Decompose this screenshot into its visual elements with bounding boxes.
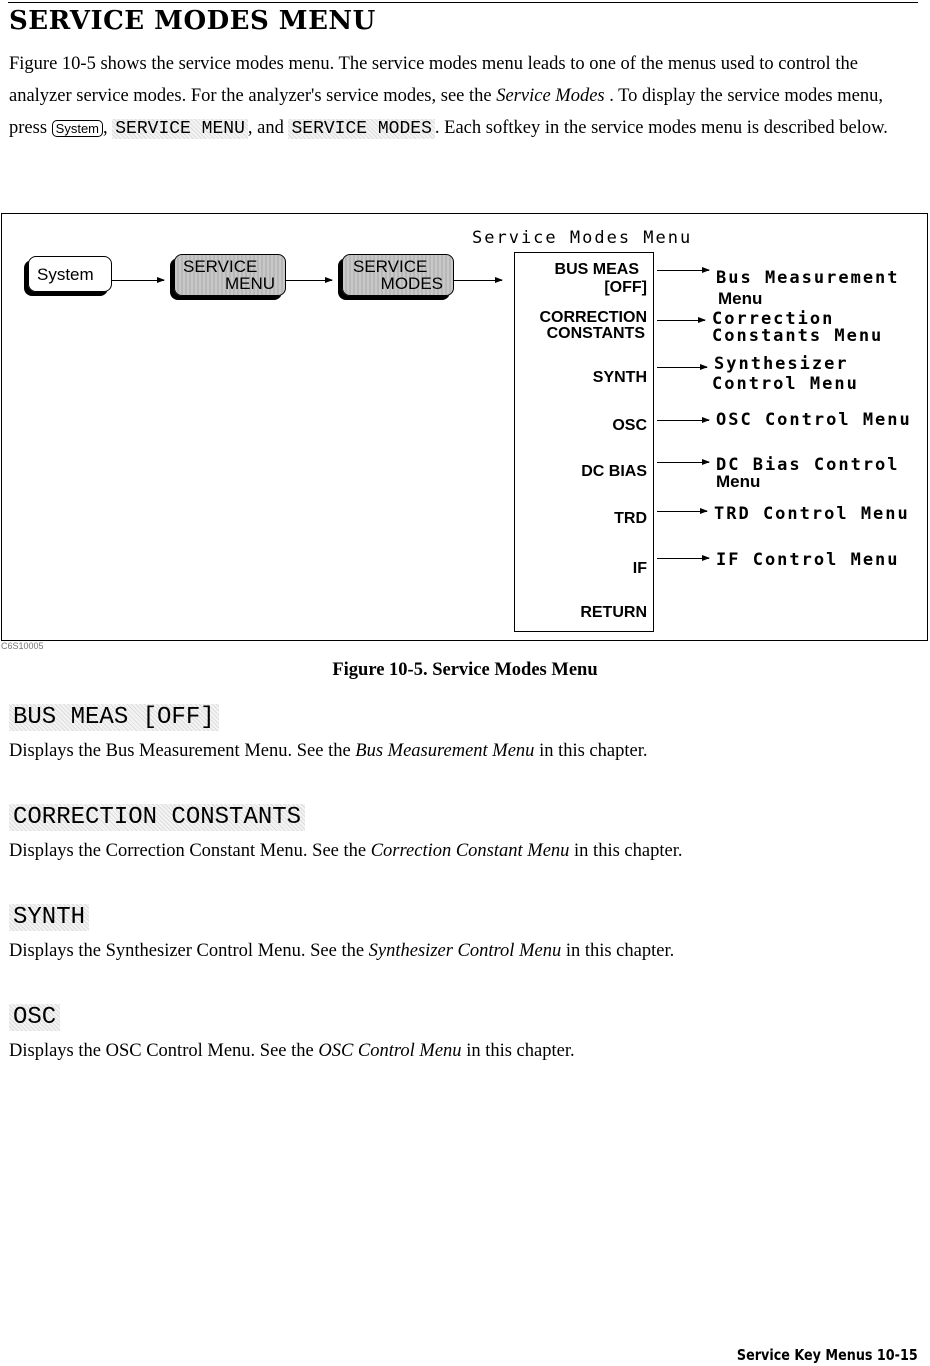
arrow-icon bbox=[657, 511, 707, 512]
softkey-off: [OFF] bbox=[604, 279, 647, 296]
intro-text: Figure 10-5 shows the service modes menu. The service modes menu leads to one of the menus used to control the analyzer service modes. For the analyzer's service modes, see the bbox=[9, 54, 858, 106]
target-label: DC Bias Control bbox=[716, 455, 900, 475]
softkey-heading: CORRECTION CONSTANTS bbox=[9, 804, 305, 831]
figure-title: Service Modes Menu bbox=[472, 228, 693, 248]
separator: , and bbox=[247, 118, 289, 138]
entry-text: Displays the Synthesizer Control Menu. See the bbox=[9, 941, 369, 961]
intro-paragraph bbox=[9, 48, 889, 145]
softkey-menu bbox=[514, 252, 654, 632]
arrow-icon bbox=[657, 270, 709, 271]
key-label: MODES bbox=[380, 274, 443, 293]
target-label: Bus Measurement bbox=[716, 268, 900, 288]
entry-ref: Correction Constant Menu bbox=[370, 841, 570, 861]
system-key bbox=[28, 256, 112, 292]
entry-text: Displays the Correction Constant Menu. See the bbox=[9, 841, 371, 861]
arrow-icon bbox=[657, 320, 705, 321]
entry-ref: Synthesizer Control Menu bbox=[368, 941, 562, 961]
target-label: OSC Control Menu bbox=[716, 410, 912, 430]
softkey-constants: CONSTANTS bbox=[546, 325, 645, 342]
entry-text: in this chapter. bbox=[561, 941, 675, 961]
service-modes-softkey: SERVICE MODES bbox=[288, 119, 434, 139]
figure-service-modes-menu bbox=[1, 213, 928, 641]
system-hardkey: System bbox=[52, 120, 103, 137]
key-label: SERVICE bbox=[353, 257, 428, 276]
figure-caption: Figure 10-5. Service Modes Menu bbox=[332, 660, 598, 680]
intro-ref: Service Modes bbox=[496, 86, 605, 106]
softkey-osc: OSC bbox=[612, 417, 647, 434]
arrow-icon bbox=[454, 280, 502, 281]
arrow-icon bbox=[657, 558, 709, 559]
entry-text: in this chapter. bbox=[461, 1041, 575, 1061]
entry-text: in this chapter. bbox=[569, 841, 683, 861]
softkey-heading: OSC bbox=[9, 1004, 60, 1031]
service-menu-key bbox=[174, 254, 286, 296]
target-label: Constants Menu bbox=[712, 326, 884, 346]
softkey-heading: SYNTH bbox=[9, 904, 89, 931]
intro-text: . Each softkey in the service modes menu is described below. bbox=[434, 118, 888, 138]
entry-correction-constants bbox=[9, 804, 682, 862]
top-rule bbox=[8, 2, 918, 3]
arrow-icon bbox=[657, 462, 709, 463]
entry-ref: Bus Measurement Menu bbox=[355, 741, 535, 761]
service-menu-softkey: SERVICE MENU bbox=[112, 119, 248, 139]
softkey-dc-bias: DC BIAS bbox=[581, 463, 647, 480]
entry-osc bbox=[9, 1004, 575, 1062]
key-label: SERVICE bbox=[183, 257, 258, 276]
softkey-heading: BUS MEAS [OFF] bbox=[9, 704, 219, 731]
target-label: Synthesizer bbox=[714, 354, 849, 374]
figure-id: C6S10005 bbox=[1, 641, 44, 651]
target-label: IF Control Menu bbox=[716, 550, 900, 570]
entry-text: Displays the Bus Measurement Menu. See the bbox=[9, 741, 356, 761]
entry-text: Displays the OSC Control Menu. See the bbox=[9, 1041, 319, 1061]
softkey-synth: SYNTH bbox=[592, 369, 647, 386]
target-label: TRD Control Menu bbox=[714, 504, 910, 524]
softkey-return: RETURN bbox=[580, 604, 647, 621]
entry-bus-meas bbox=[9, 704, 647, 762]
arrow-icon bbox=[657, 367, 707, 368]
softkey-bus-meas: BUS MEAS bbox=[554, 261, 639, 278]
arrow-icon bbox=[286, 280, 332, 281]
arrow-icon bbox=[112, 280, 164, 281]
softkey-trd: TRD bbox=[614, 510, 647, 527]
arrow-icon bbox=[657, 420, 709, 421]
intro-text: . To display the service modes menu, press bbox=[9, 86, 883, 138]
service-modes-key bbox=[342, 254, 454, 296]
target-label: Menu bbox=[718, 289, 763, 308]
softkey-if: IF bbox=[632, 560, 647, 577]
page-heading: SERVICE MODES MENU bbox=[9, 6, 376, 36]
softkey-correction: CORRECTION bbox=[539, 309, 647, 326]
entry-synth bbox=[9, 904, 674, 962]
target-label: Menu bbox=[716, 472, 761, 491]
target-label: Control Menu bbox=[712, 374, 859, 394]
entry-text: in this chapter. bbox=[534, 741, 648, 761]
key-label: MENU bbox=[224, 274, 275, 293]
target-label: Correction bbox=[712, 309, 835, 329]
entry-ref: OSC Control Menu bbox=[318, 1041, 462, 1061]
separator: , bbox=[103, 118, 113, 138]
page-footer: Service Key Menus 10-15 bbox=[737, 1346, 918, 1364]
key-label: System bbox=[37, 265, 94, 284]
